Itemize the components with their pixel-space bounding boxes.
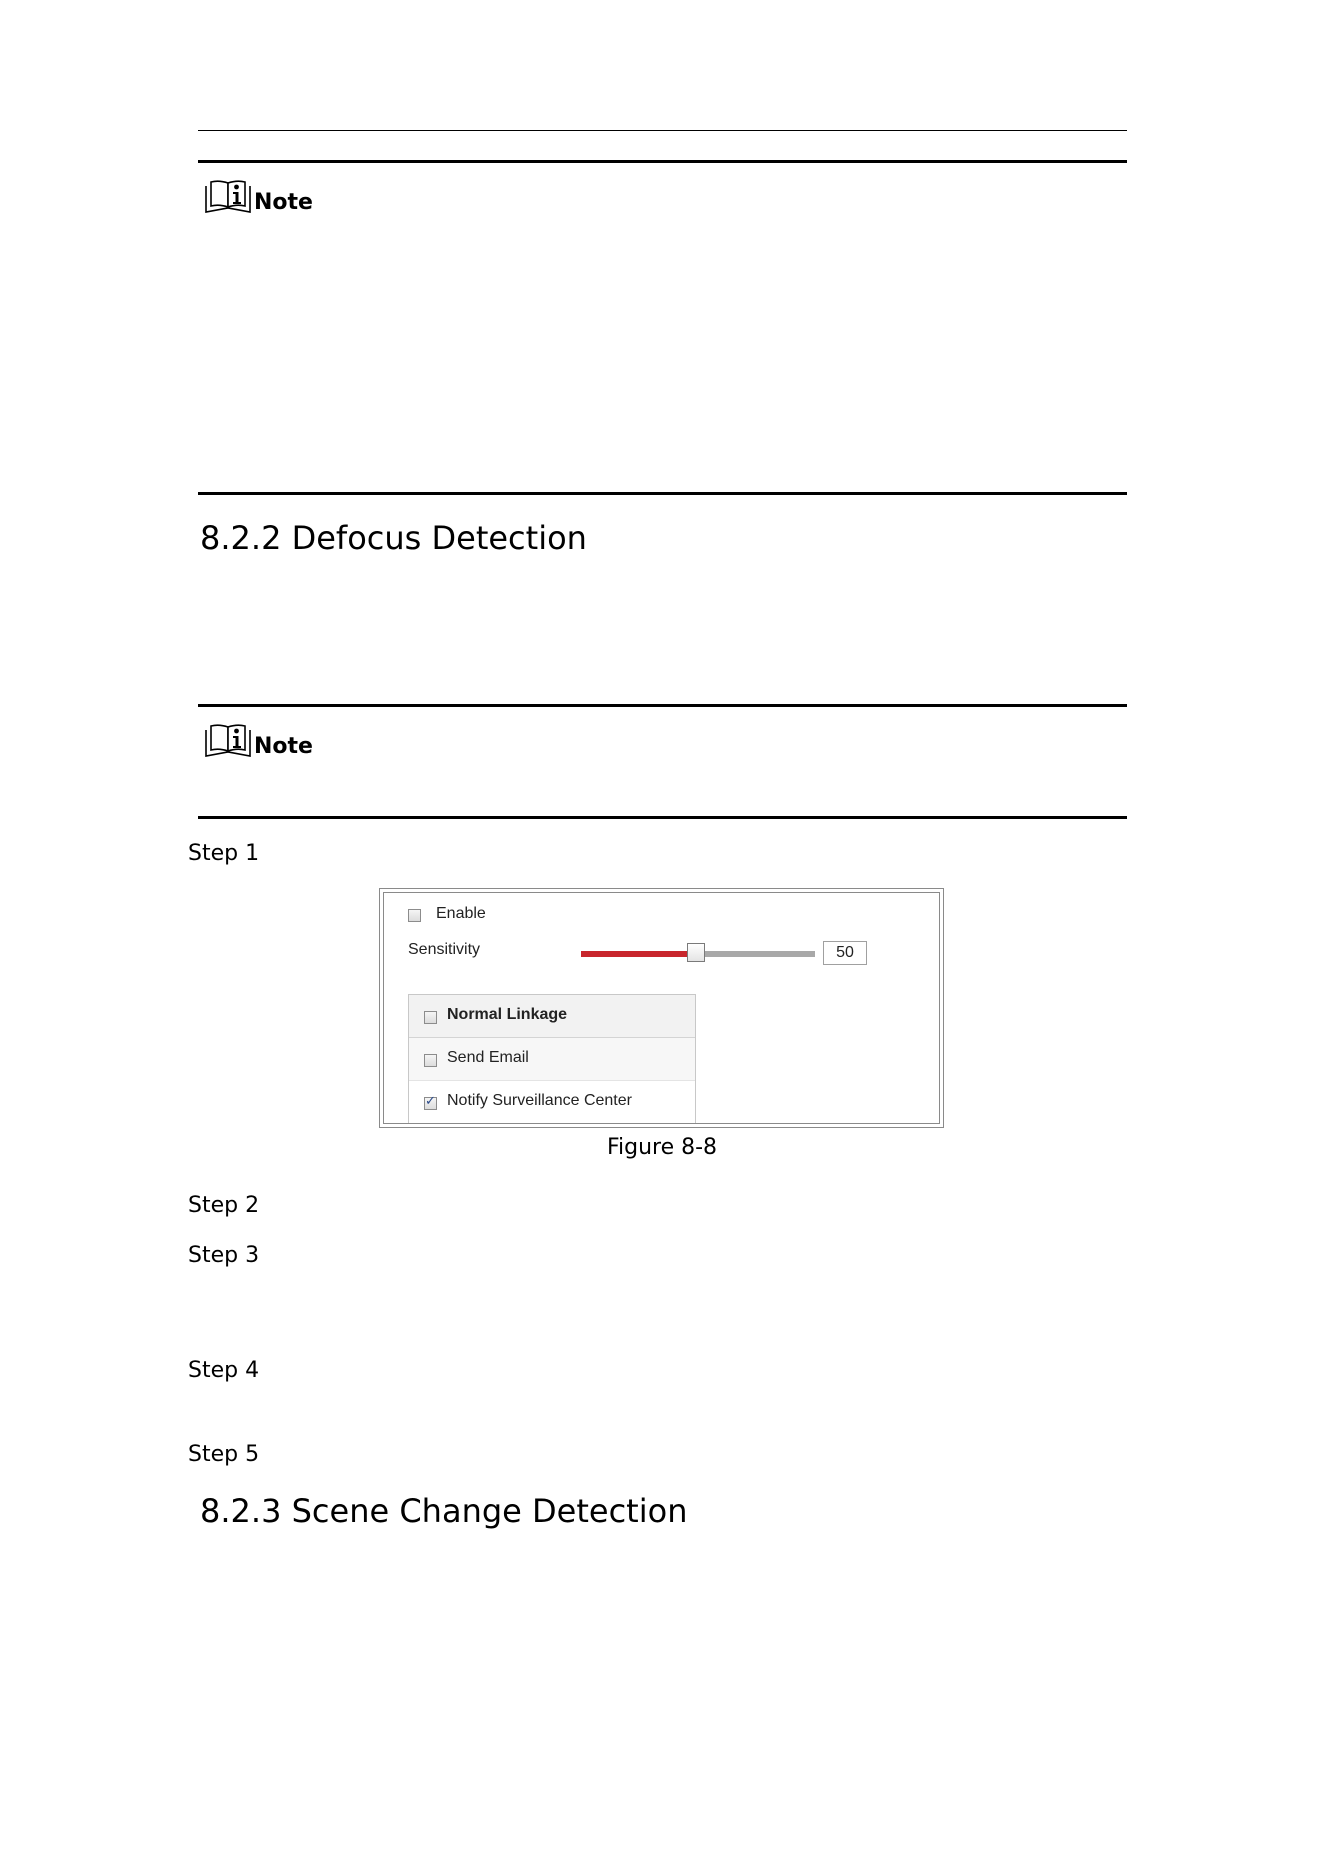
page-header-rule <box>198 130 1127 131</box>
step-label-4: Step 4 <box>188 1358 260 1383</box>
send-email-checkbox[interactable] <box>424 1054 437 1067</box>
step-label-2: Step 2 <box>188 1193 260 1218</box>
note-top-rule <box>198 160 1127 163</box>
list-item[interactable] <box>409 1038 695 1081</box>
notify-surveillance-center-checkbox[interactable] <box>424 1097 437 1110</box>
note-bottom-rule-2 <box>198 816 1127 819</box>
note-label: Note <box>254 734 313 759</box>
step-label-3: Step 3 <box>188 1243 260 1268</box>
section-heading-defocus: 8.2.2 Defocus Detection <box>200 519 587 557</box>
note-top-rule-2 <box>198 704 1127 707</box>
enable-checkbox[interactable] <box>408 909 421 922</box>
send-email-label: Send Email <box>447 1049 529 1066</box>
enable-label: Enable <box>436 905 486 922</box>
section-heading-scene-change: 8.2.3 Scene Change Detection <box>200 1492 688 1530</box>
figure-caption-text: Figure 8-8 <box>606 1135 718 1160</box>
normal-linkage-label: Normal Linkage <box>447 1006 568 1023</box>
defocus-settings-figure <box>379 888 944 1128</box>
normal-linkage-checkbox[interactable] <box>424 1011 437 1024</box>
list-item[interactable] <box>409 1081 695 1123</box>
note-block-2 <box>203 720 313 758</box>
sensitivity-slider-handle[interactable] <box>687 943 705 962</box>
sensitivity-slider-track[interactable] <box>696 951 815 957</box>
notify-surveillance-center-label: Notify Surveillance Center <box>447 1092 632 1109</box>
note-bottom-rule <box>198 492 1127 495</box>
step-label-5: Step 5 <box>188 1442 260 1467</box>
sensitivity-label: Sensitivity <box>408 941 481 958</box>
sensitivity-slider-fill[interactable] <box>581 951 696 957</box>
note-book-icon <box>203 720 253 758</box>
note-book-icon <box>203 176 253 214</box>
figure-caption <box>0 1134 1324 1162</box>
step-label-1: Step 1 <box>188 841 260 866</box>
linkage-header-row[interactable] <box>409 995 695 1038</box>
linkage-panel <box>408 994 696 1124</box>
note-label: Note <box>254 190 313 215</box>
sensitivity-value-input[interactable]: 50 <box>823 941 867 965</box>
note-block-1 <box>203 176 313 214</box>
